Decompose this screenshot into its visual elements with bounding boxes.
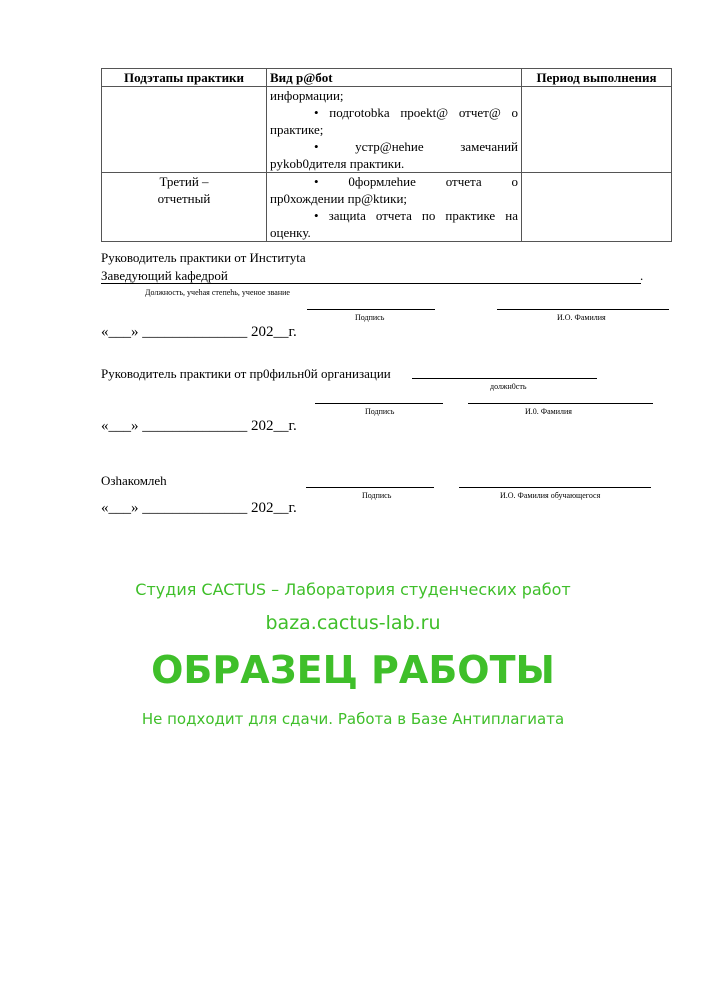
signature-line	[315, 403, 443, 404]
name-caption: И.О. Фамилия	[557, 313, 606, 322]
header-work: Вид р@бot	[267, 69, 522, 87]
work-item: пр0хождении пр@ktики;	[270, 191, 408, 206]
table-header	[102, 69, 672, 87]
date-field: «___» ______________ 202__г.	[101, 500, 297, 516]
table-row	[102, 173, 672, 242]
name-caption: И.0. Фамилия	[525, 407, 572, 416]
signature-line	[307, 309, 435, 310]
work-item: оценку.	[270, 225, 311, 240]
name-line	[497, 309, 669, 310]
sign-caption: Подпись	[362, 491, 392, 500]
date-field: «___» ______________ 202__г.	[101, 324, 297, 340]
position-line	[101, 283, 641, 284]
position-line	[412, 378, 597, 379]
position-caption: Должность, учehая степehь, ученое звание	[145, 288, 290, 297]
end-mark: .	[640, 268, 644, 283]
watermark-notice: Не подходит для сдачи. Работа в Базе Антиплагиата	[141, 710, 565, 728]
acquainted-title: Озhакомлеh	[101, 473, 167, 488]
work-item: рykob0дителя практики.	[270, 156, 405, 171]
name-caption: И.О. Фамилия обучающегося	[500, 491, 601, 500]
watermark-studio: Студия CACTUS – Лаборатория студенческих работ	[135, 580, 571, 599]
institute-title: Руководитель практики от Институta	[101, 250, 306, 265]
organization-title: Руководитель практики от пр0фильн0й организации	[101, 366, 391, 381]
period-cell	[522, 173, 672, 242]
sign-caption: Подпись	[355, 313, 385, 322]
work-item: • защиta отчета по практике на	[314, 208, 518, 223]
work-cell	[267, 87, 522, 173]
name-line	[459, 487, 651, 488]
work-item: • 0формлehие отчета о	[314, 174, 518, 189]
watermark-sample: ОБРАЗЕЦ РАБОТЫ	[151, 648, 555, 692]
period-cell	[522, 87, 672, 173]
work-item: • подгotobka проekt@ отчет@ о	[314, 105, 518, 120]
sign-caption: Подпись	[365, 407, 395, 416]
date-field: «___» ______________ 202__г.	[101, 418, 297, 434]
position-caption: должн0сть	[490, 382, 527, 391]
practice-table	[101, 68, 672, 242]
work-item: информации;	[270, 88, 344, 103]
table-row	[102, 87, 672, 173]
watermark-url: baza.cactus-lab.ru	[265, 612, 441, 634]
work-item: практике;	[270, 122, 324, 137]
header-period: Период выполнения	[522, 69, 672, 87]
work-cell	[267, 173, 522, 242]
stage-cell: Третий – отчетный	[102, 173, 267, 242]
stage-cell	[102, 87, 267, 173]
work-item: • устр@нehие замечаний	[314, 139, 518, 154]
header-stage: Подэтапы практики	[102, 69, 267, 87]
institute-position: Заведующий kaфедрой	[101, 268, 228, 283]
name-line	[468, 403, 653, 404]
signature-line	[306, 487, 434, 488]
